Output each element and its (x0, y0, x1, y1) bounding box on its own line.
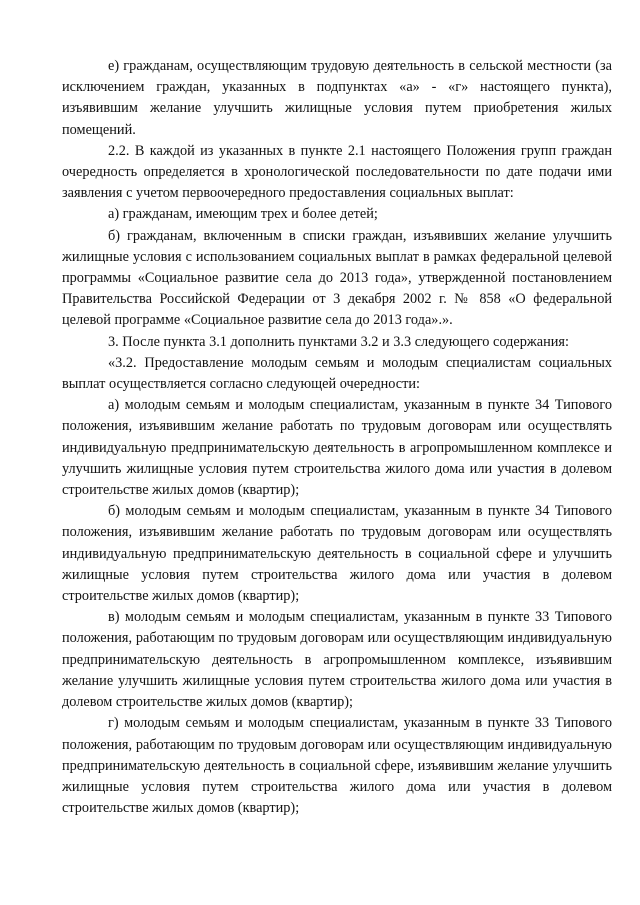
paragraph-3-2: «3.2. Предоставление молодым семьям и молодым специалистам социальных выплат осуществляется согласно следующей очередности: (62, 354, 612, 393)
paragraph-3-2-v: в) молодым семьям и молодым специалистам, указанным в пункте 33 Типового положения, работающим по трудовым договорам или осуществляющим индивидуальную предпринимательскую деятельность в агропромышленном комплексе, изъявившим желание улучшить жилищные условия путем строительства жилого дома или участия в долевом строительстве жилых домов (квартир); (62, 609, 612, 711)
paragraph-3-2-a: а) молодым семьям и молодым специалистам, указанным в пункте 34 Типового положения, изъявившим желание работать по трудовым договорам или осуществлять индивидуальную предпринимательскую деятельность в агропромышленном комплексе и улучшить жилищные условия путем строительства жилого дома или участия в долевом строительстве жилых домов (квартир); (62, 397, 612, 499)
paragraph-2-2: 2.2. В каждой из указанных в пункте 2.1 настоящего Положения групп граждан очередность определяется в хронологической последовательности по дате подачи ими заявления с учетом первоочередного предоставления социальных выплат: (62, 142, 612, 202)
paragraph-3: 3. После пункта 3.1 дополнить пунктами 3.2 и 3.3 следующего содержания: (108, 333, 569, 350)
paragraph-item-a: а) гражданам, имеющим трех и более детей; (108, 206, 378, 223)
paragraph-item-e: е) гражданам, осуществляющим трудовую деятельность в сельской местности (за исключением граждан, указанных в подпунктах «а» - «г» настоящего пункта), изъявившим желание улучшить жилищные условия путем приобретения жилых помещений. (62, 58, 612, 138)
paragraph-3-2-b: б) молодым семьям и молодым специалистам, указанным в пункте 34 Типового положения, изъявившим желание работать по трудовым договорам или осуществлять индивидуальную предпринимательскую деятельность в социальной сфере и улучшить жилищные условия путем строительства жилого дома или участия в долевом строительстве жилых домов (квартир); (62, 503, 612, 605)
document-page (62, 56, 612, 819)
paragraph-3-2-g: г) молодым семьям и молодым специалистам, указанным в пункте 33 Типового положения, работающим по трудовым договорам или осуществляющим индивидуальную предпринимательскую деятельность в социальной сфере, изъявившим желание улучшить жилищные условия путем строительства жилого дома или участия в долевом строительстве жилых домов (квартир); (62, 715, 612, 817)
paragraph-item-b: б) гражданам, включенным в списки граждан, изъявивших желание улучшить жилищные условия с использованием социальных выплат в рамках федеральной целевой программы «Социальное развитие села до 2013 года», утвержденной постановлением Правительства Российской Федерации от 3 декабря 2002 г. № 858 «О федеральной целевой программе «Социальное развитие села до 2013 года».». (62, 227, 612, 329)
